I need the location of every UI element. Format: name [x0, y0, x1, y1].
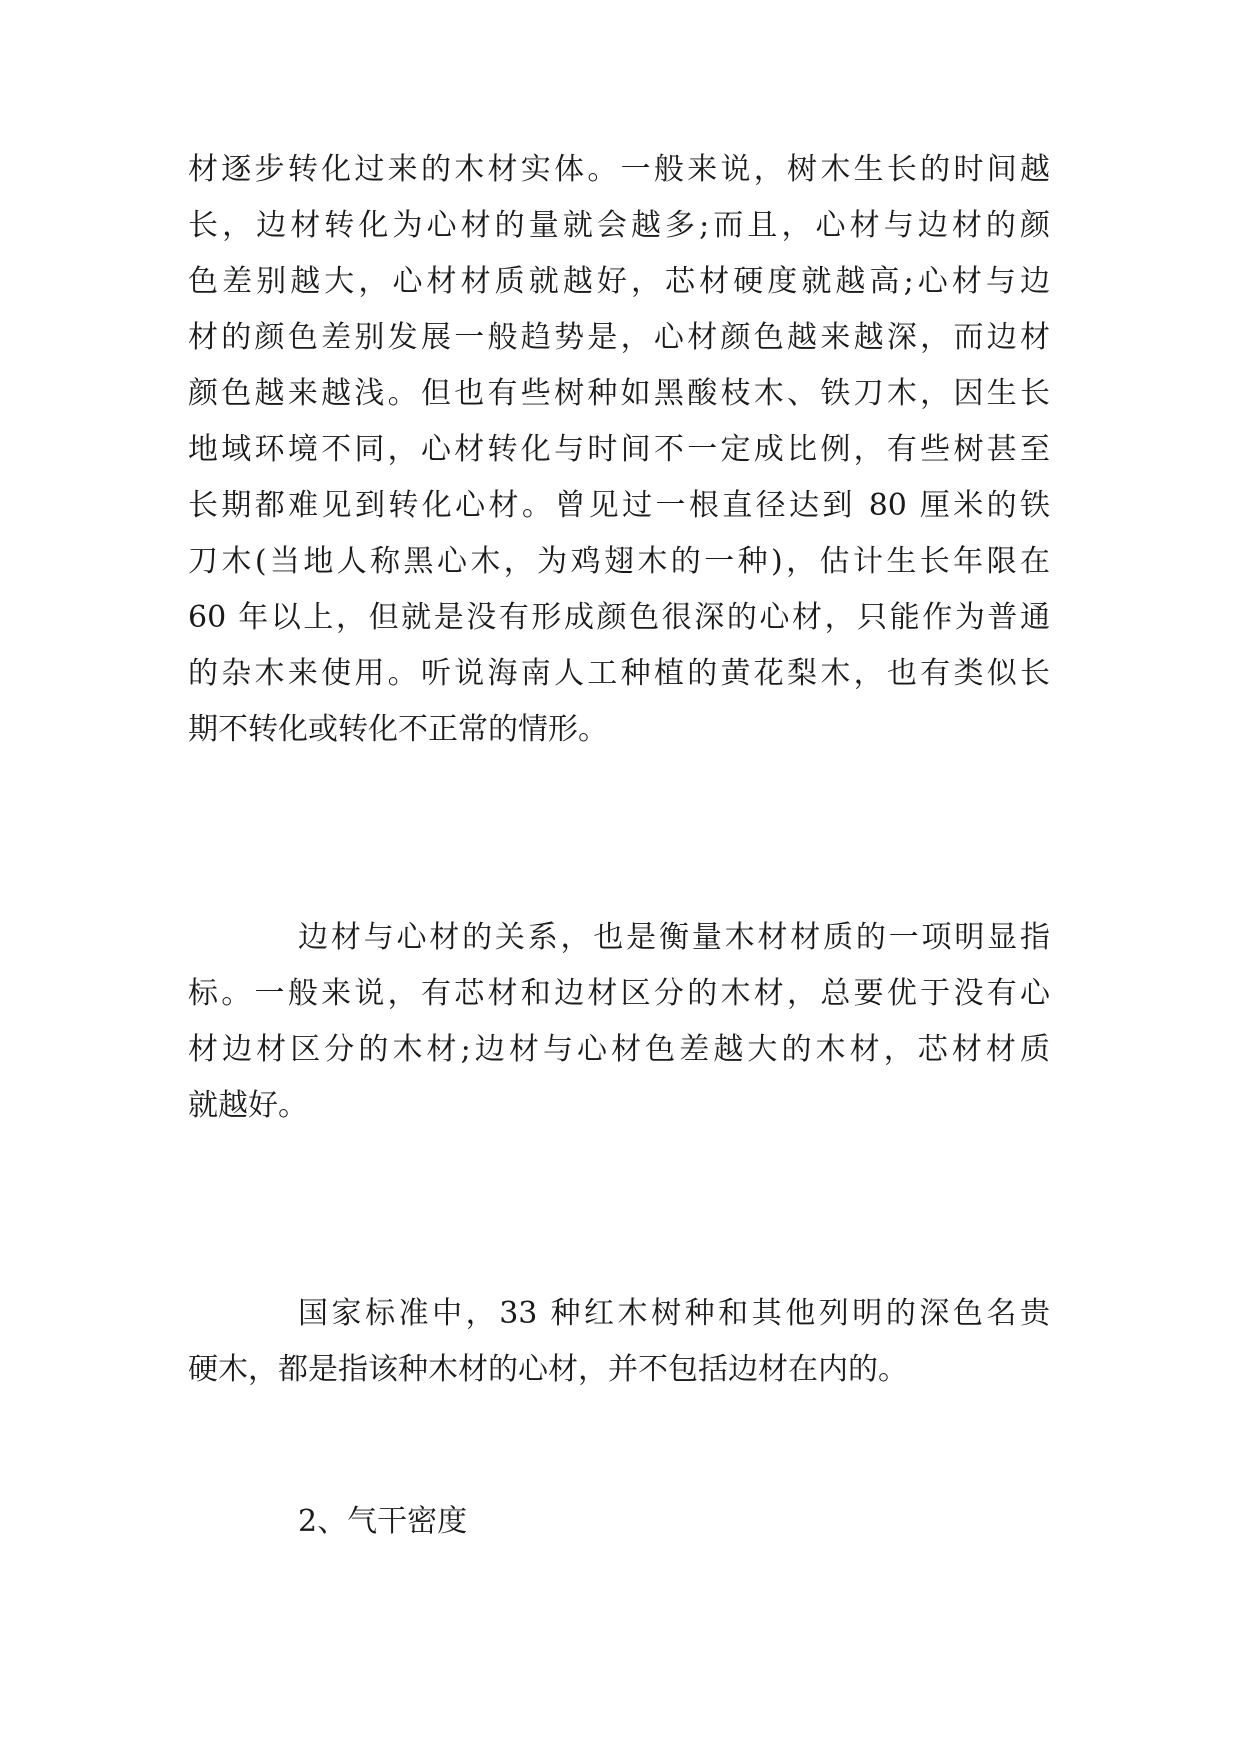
paragraph-1-line-6: 地域环境不同，心材转化与时间不一定成比例，有些树甚至: [188, 432, 1050, 467]
paragraph-1-line-5: 颜色越来越浅。但也有些树种如黑酸枝木、铁刀木，因生长: [188, 376, 1050, 411]
section-heading: 2、气干密度: [298, 1504, 468, 1539]
paragraph-2-line-2: 标。一般来说，有芯材和边材区分的木材，总要优于没有心: [188, 976, 1050, 1011]
paragraph-2-line-1: 边材与心材的关系，也是衡量木材材质的一项明显指: [298, 920, 1050, 955]
paragraph-1-line-2: 长，边材转化为心材的量就会越多;而且，心材与边材的颜: [188, 208, 1050, 243]
paragraph-1-line-8: 刀木(当地人称黑心木，为鸡翅木的一种)，估计生长年限在: [188, 544, 1050, 579]
paragraph-1-line-7: 长期都难见到转化心材。曾见过一根直径达到 80 厘米的铁: [188, 488, 1050, 523]
paragraph-2-line-4: 就越好。: [188, 1088, 308, 1123]
paragraph-1-line-10: 的杂木来使用。听说海南人工种植的黄花梨木，也有类似长: [188, 656, 1050, 691]
paragraph-3-line-1: 国家标准中，33 种红木树种和其他列明的深色名贵: [298, 1296, 1050, 1331]
paragraph-3-line-2: 硬木，都是指该种木材的心材，并不包括边材在内的。: [188, 1352, 908, 1387]
paragraph-2-line-3: 材边材区分的木材;边材与心材色差越大的木材，芯材材质: [188, 1032, 1050, 1067]
paragraph-1-line-9: 60 年以上，但就是没有形成颜色很深的心材，只能作为普通: [188, 600, 1050, 635]
paragraph-1-line-4: 材的颜色差别发展一般趋势是，心材颜色越来越深，而边材: [188, 320, 1050, 355]
paragraph-1-line-3: 色差别越大，心材材质就越好，芯材硬度就越高;心材与边: [188, 264, 1050, 299]
paragraph-1-line-11: 期不转化或转化不正常的情形。: [188, 712, 608, 747]
paragraph-1-line-1: 材逐步转化过来的木材实体。一般来说，树木生长的时间越: [188, 152, 1050, 187]
